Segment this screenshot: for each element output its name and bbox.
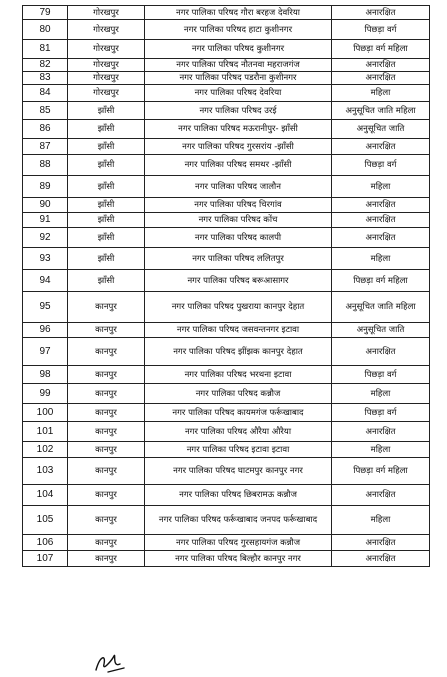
table-row [23,442,430,458]
reservation-category-cell: पिछड़ा वर्ग महिला [332,40,430,59]
table-row [23,198,430,213]
division-cell: झाँसी [68,228,145,248]
municipal-body-cell: नगर पालिका परिषद गुरसरांय -झाँसी [145,139,332,155]
table-row [23,248,430,270]
table-row [23,338,430,366]
serial-number-cell: 101 [23,422,68,442]
serial-number-cell: 93 [23,248,68,270]
serial-number-cell: 92 [23,228,68,248]
serial-number-cell: 105 [23,506,68,535]
reservation-category-cell: अनारक्षित [332,72,430,85]
reservation-category-cell: महिला [332,442,430,458]
reservation-category-cell: महिला [332,176,430,198]
table-row [23,404,430,422]
reservation-category-cell: अनारक्षित [332,228,430,248]
division-cell: झाँसी [68,120,145,139]
table-row [23,176,430,198]
serial-number-cell: 89 [23,176,68,198]
serial-number-cell: 90 [23,198,68,213]
table-row [23,270,430,292]
reservation-category-cell: अनारक्षित [332,213,430,228]
division-cell: झाँसी [68,155,145,176]
reservation-category-cell: अनारक्षित [332,535,430,551]
division-cell: झाँसी [68,139,145,155]
municipal-body-cell: नगर पालिका परिषद कन्नौज [145,384,332,404]
reservation-category-cell: अनारक्षित [332,198,430,213]
table-row [23,292,430,323]
serial-number-cell: 95 [23,292,68,323]
municipal-body-cell: नगर पालिका परिषद भरथना इटावा [145,366,332,384]
reservation-category-cell: अनुसूचित जाति [332,120,430,139]
division-cell: कानपुर [68,485,145,506]
municipal-body-cell: नगर पालिका परिषद कुशीनगर [145,40,332,59]
table-row [23,213,430,228]
reservation-category-cell: अनारक्षित [332,139,430,155]
municipal-body-cell: नगर पालिका परिषद जालौन [145,176,332,198]
municipal-body-cell: नगर पालिका परिषद कोंच [145,213,332,228]
reservation-category-cell: अनुसूचित जाति महिला [332,292,430,323]
division-cell: कानपुर [68,551,145,567]
serial-number-cell: 83 [23,72,68,85]
serial-number-cell: 81 [23,40,68,59]
serial-number-cell: 102 [23,442,68,458]
serial-number-cell: 85 [23,102,68,120]
division-cell: गोरखपुर [68,6,145,20]
reservation-table-sheet [22,5,419,567]
serial-number-cell: 106 [23,535,68,551]
municipal-body-cell: नगर पालिका परिषद औरैया औरैया [145,422,332,442]
municipal-body-cell: नगर पालिका परिषद गुरसहायगंज कन्नौज [145,535,332,551]
division-cell: गोरखपुर [68,59,145,72]
division-cell: कानपुर [68,384,145,404]
table-row [23,422,430,442]
division-cell: झाँसी [68,270,145,292]
reservation-category-cell: अनारक्षित [332,6,430,20]
reservation-category-cell: पिछड़ा वर्ग [332,404,430,422]
reservation-category-cell: पिछड़ा वर्ग [332,155,430,176]
serial-number-cell: 97 [23,338,68,366]
serial-number-cell: 94 [23,270,68,292]
division-cell: कानपुर [68,422,145,442]
reservation-category-cell: पिछड़ा वर्ग महिला [332,458,430,485]
reservation-category-cell: महिला [332,506,430,535]
serial-number-cell: 99 [23,384,68,404]
municipal-body-cell: नगर पालिका परिषद कायमगंज फर्रूखाबाद [145,404,332,422]
municipal-body-cell: नगर पालिका परिषद चिरगांव [145,198,332,213]
municipal-body-cell: नगर पालिका परिषद बरूआसागर [145,270,332,292]
reservation-category-cell: महिला [332,85,430,102]
table-row [23,40,430,59]
table-row [23,535,430,551]
reservation-table [22,5,430,567]
table-row [23,485,430,506]
division-cell: गोरखपुर [68,40,145,59]
reservation-category-cell: अनारक्षित [332,422,430,442]
municipal-body-cell: नगर पालिका परिषद घाटमपुर कानपुर नगर [145,458,332,485]
municipal-body-cell: नगर पालिका परिषद झींझक कानपुर देहात [145,338,332,366]
municipal-body-cell: नगर पालिका परिषद बिल्हौर कानपुर नगर [145,551,332,567]
serial-number-cell: 79 [23,6,68,20]
table-row [23,102,430,120]
reservation-category-cell: पिछड़ा वर्ग [332,20,430,40]
serial-number-cell: 100 [23,404,68,422]
municipal-body-cell: नगर पालिका परिषद गौरा बरहज देवरिया [145,6,332,20]
municipal-body-cell: नगर पालिका परिषद छिबरामऊ कन्नौज [145,485,332,506]
municipal-body-cell: नगर पालिका परिषद नौतनवा महराजगंज [145,59,332,72]
municipal-body-cell: नगर पालिका परिषद मऊरानीपुर- झाँसी [145,120,332,139]
table-row [23,551,430,567]
serial-number-cell: 86 [23,120,68,139]
serial-number-cell: 98 [23,366,68,384]
municipal-body-cell: नगर पालिका परिषद पुखराया कानपुर देहात [145,292,332,323]
table-row [23,72,430,85]
table-row [23,155,430,176]
division-cell: गोरखपुर [68,20,145,40]
table-row [23,458,430,485]
division-cell: झाँसी [68,198,145,213]
division-cell: झाँसी [68,102,145,120]
reservation-category-cell: पिछड़ा वर्ग महिला [332,270,430,292]
reservation-table-body [23,6,430,567]
division-cell: गोरखपुर [68,72,145,85]
municipal-body-cell: नगर पालिका परिषद उरई [145,102,332,120]
division-cell: कानपुर [68,366,145,384]
serial-number-cell: 107 [23,551,68,567]
serial-number-cell: 87 [23,139,68,155]
reservation-category-cell: अनुसूचित जाति महिला [332,102,430,120]
municipal-body-cell: नगर पालिका परिषद कालपी [145,228,332,248]
division-cell: कानपुर [68,404,145,422]
table-row [23,59,430,72]
serial-number-cell: 103 [23,458,68,485]
table-row [23,384,430,404]
reservation-category-cell: महिला [332,384,430,404]
division-cell: गोरखपुर [68,85,145,102]
division-cell: कानपुर [68,338,145,366]
municipal-body-cell: नगर पालिका परिषद ललितपुर [145,248,332,270]
serial-number-cell: 84 [23,85,68,102]
table-row [23,120,430,139]
table-row [23,85,430,102]
division-cell: कानपुर [68,323,145,338]
table-row [23,20,430,40]
reservation-category-cell: अनारक्षित [332,551,430,567]
table-row [23,228,430,248]
municipal-body-cell: नगर पालिका परिषद समथर -झाँसी [145,155,332,176]
municipal-body-cell: नगर पालिका परिषद देवरिया [145,85,332,102]
reservation-category-cell: अनुसूचित जाति [332,323,430,338]
serial-number-cell: 80 [23,20,68,40]
reservation-category-cell: अनारक्षित [332,59,430,72]
serial-number-cell: 96 [23,323,68,338]
serial-number-cell: 82 [23,59,68,72]
division-cell: कानपुर [68,442,145,458]
serial-number-cell: 91 [23,213,68,228]
table-row [23,366,430,384]
municipal-body-cell: नगर पालिका परिषद हाटा कुशीनगर [145,20,332,40]
division-cell: कानपुर [68,506,145,535]
reservation-category-cell: महिला [332,248,430,270]
division-cell: कानपुर [68,535,145,551]
municipal-body-cell: नगर पालिका परिषद इटावा इटावा [145,442,332,458]
reservation-category-cell: अनारक्षित [332,485,430,506]
reservation-category-cell: अनारक्षित [332,338,430,366]
division-cell: झाँसी [68,176,145,198]
reservation-category-cell: पिछड़ा वर्ग [332,366,430,384]
division-cell: कानपुर [68,292,145,323]
table-row [23,323,430,338]
table-row [23,139,430,155]
division-cell: झाँसी [68,248,145,270]
municipal-body-cell: नगर पालिका परिषद फर्रूखाबाद जनपद फर्रूखाबाद [145,506,332,535]
serial-number-cell: 104 [23,485,68,506]
serial-number-cell: 88 [23,155,68,176]
division-cell: कानपुर [68,458,145,485]
division-cell: झाँसी [68,213,145,228]
municipal-body-cell: नगर पालिका परिषद पडरौना कुशीनगर [145,72,332,85]
municipal-body-cell: नगर पालिका परिषद जसवन्तनगर इटावा [145,323,332,338]
signature-mark [90,650,130,676]
table-row [23,6,430,20]
table-row [23,506,430,535]
